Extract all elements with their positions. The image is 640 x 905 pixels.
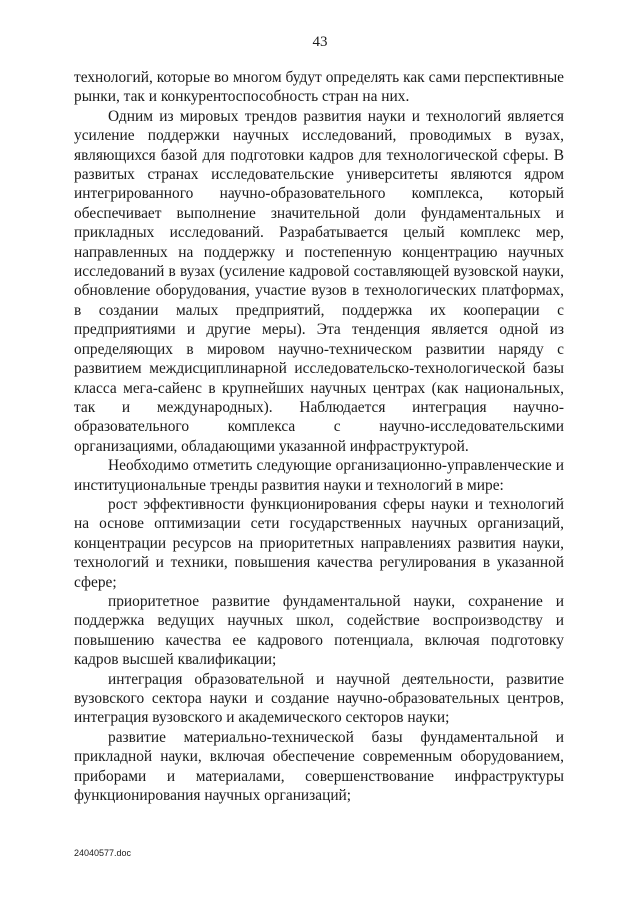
- page-number: 43: [312, 34, 328, 50]
- list-item-material-base: развитие материально-технической базы фундаментальной и прикладной науки, включая обеспечение современным оборудованием, приборами и материалами, совершенствование инфраструктуры функционирования научных организаций;: [74, 728, 564, 805]
- paragraph-continuation: технологий, которые во многом будут определять как сами перспективные рынки, так и конкурентоспособность стран на них.: [74, 69, 564, 106]
- list-item-fundamental-science: приоритетное развитие фундаментальной науки, сохранение и поддержка ведущих научных школ, содействие воспроизводству и повышению качества ее кадрового потенциала, включая подготовку кадров высшей квалификации;: [74, 592, 564, 669]
- document-body: [74, 68, 564, 805]
- paragraph-trends: Одним из мировых трендов развития науки и технологий является усиление поддержки научных исследований, проводимых в вузах, являющихся базой для подготовки кадров для технологической сферы. В развитых странах исследовательские университеты являются ядром интегрированного научно-образовательного комплекса, который обеспечивает выполнение значительной доли фундаментальных и прикладных исследований. Разрабатывается целый комплекс мер, направленных на поддержку и постепенную концентрацию научных исследований в вузах (усиление кадровой составляющей вузовской науки, обновление оборудования, участие вузов в технологических платформах, в создании малых предприятий, поддержка их кооперации с предприятиями и другие меры). Эта тенденция является одной из определяющих в мировом научно-техническом развитии наряду с развитием междисциплинарной исследовательско-технологической базы класса мега-сайенс в крупнейших научных центрах (как национальных, так и международных). Наблюдается интеграция научно-образовательного комплекса с научно-исследовательскими организациями, обладающими указанной инфраструктурой.: [74, 107, 564, 455]
- list-item-efficiency: рост эффективности функционирования сферы науки и технологий на основе оптимизации сети государственных научных организаций, концентрации ресурсов на приоритетных направлениях развития науки, технологий и техники, повышения качества регулирования в указанной сфере;: [74, 495, 564, 591]
- paragraph-intro-list: Необходимо отметить следующие организационно-управленческие и институциональные тренды развития науки и технологий в мире:: [74, 457, 564, 494]
- list-item-integration: интеграция образовательной и научной деятельности, развитие вузовского сектора науки и создание научно-образовательных центров, интеграция вузовского и академического секторов науки;: [74, 670, 564, 727]
- footer-filename: 24040577.doc: [74, 848, 132, 858]
